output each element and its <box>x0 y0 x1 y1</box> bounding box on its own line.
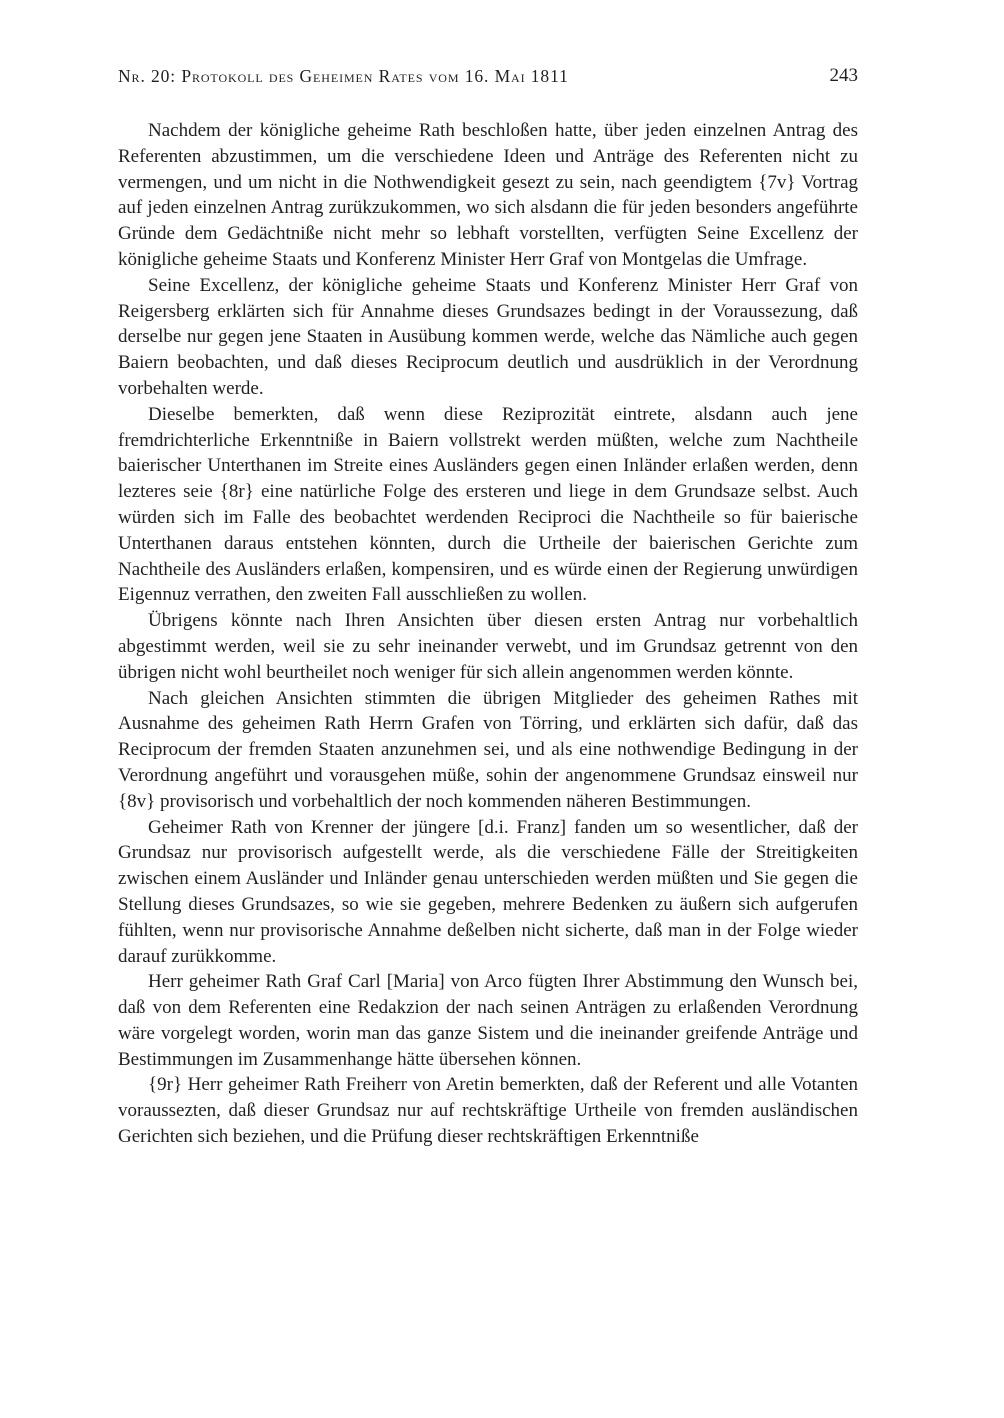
paragraph: Herr geheimer Rath Graf Carl [Maria] von Arco fügten Ihrer Abstimmung den Wunsch bei, daß von dem Referenten eine Redakzion der nach seinen Anträgen zu erlaßenden Verordnung wäre vorgelegt worden, worin man das ganze Sistem und die ineinander greifende Anträge und Bestimmungen im Zusammenhange hätte übersehen können. <box>118 971 858 1070</box>
paragraph: Geheimer Rath von Krenner der jüngere [d.i. Franz] fanden um so wesentlicher, daß der Grundsaz nur provisorisch aufgestellt werde, als die verschiedene Fälle der Streitigkeiten zwischen einem Ausländer und Inländer genau unterschieden werden müßten und Sie gegen die Stellung dieses Grundsazes, so wie sie gegeben, mehrere Bedenken zu äußern sich aufgerufen fühlten, wenn nur provisorische Annahme deßelben nicht sicherte, daß man in der Folge wieder darauf zurükkomme. <box>118 816 858 967</box>
paragraph: Dieselbe bemerkten, daß wenn diese Reziprozität eintrete, alsdann auch jene fremdrichterliche Erkenntniße in Baiern vollstrekt werden müßten, welche zum Nachtheile baierischer Unterthanen im Streite eines Ausländers gegen einen Inländer erlaßen werden, denn lezteres seie {8r} eine natürliche Folge des ersteren und liege in dem Grundsaze selbst. Auch würden sich im Falle des beobachtet werdenden Reciproci die Nachtheile so für baierische Unterthanen daraus entstehen könnten, durch die Urtheile der baierischen Gerichte zum Nachtheile des Ausländers erlaßen, kompensiren, und es würde einen der Regierung unwürdigen Eigennuz verrathen, den zweiten Fall ausschließen zu wollen. <box>118 403 858 606</box>
paragraph: {9r} Herr geheimer Rath Freiherr von Aretin bemerkten, daß der Referent und alle Votanten voraussezten, daß dieser Grundsaz nur auf rechtskräftige Urtheile von fremden ausländischen Gerichten sich beziehen, und die Prüfung dieser rechtskräftigen Erkenntniße <box>118 1074 858 1148</box>
running-header-title: Nr. 20: Protokoll des Geheimen Rates vom 16. Mai 1811 <box>118 66 569 86</box>
paragraph: Übrigens könnte nach Ihren Ansichten über diesen ersten Antrag nur vorbehaltlich abgestimmt werden, weil sie zu sehr ineinander verwebt, und im Grundsaz getrennt von den übrigen nicht wohl beurtheilet noch weniger für sich allein angenommen werden könnte. <box>118 610 858 683</box>
paragraph: Nach gleichen Ansichten stimmten die übrigen Mitglieder des geheimen Rathes mit Ausnahme des geheimen Rath Herrn Grafen von Törring, und erklärten sich dafür, daß das Reciprocum der fremden Staaten anzunehmen sei, und als eine nothwendige Bedingung in der Verordnung angeführt und vorausgehen müße, sohin der angenommene Grundsaz einsweil nur {8v} provisorisch und vorbehaltlich der noch kommenden näheren Bestimmungen. <box>118 687 858 812</box>
paragraph: Seine Excellenz, der königliche geheime Staats und Konferenz Minister Herr Graf von Reigersberg erklärten sich für Annahme dieses Grundsazes bedingt in der Voraussezung, daß derselbe nur gegen jene Staaten in Ausübung kommen werde, welche das Nämliche auch gegen Baiern beobachten, und daß dieses Reciprocum deutlich und ausdrüklich in der Verordnung vorbehalten werde. <box>118 274 858 399</box>
paragraph: Nachdem der königliche geheime Rath beschloßen hatte, über jeden einzelnen Antrag des Referenten abzustimmen, um die verschiedene Ideen und Anträge des Referenten nicht zu vermengen, und um nicht in die Nothwendigkeit gesezt zu sein, nach geendigtem {7v} Vortrag auf jeden einzelnen Antrag zurükzukommen, wo sich alsdann die für jeden besonders angeführte Gründe dem Gedächtniße nicht mehr so lebhaft vorstellten, verfügten Seine Excellenz der königliche geheime Staats und Konferenz Minister Herr Graf von Montgelas die Umfrage. <box>118 120 858 270</box>
running-header <box>118 66 858 92</box>
body-text <box>118 118 858 1150</box>
page-number: 243 <box>829 65 858 86</box>
